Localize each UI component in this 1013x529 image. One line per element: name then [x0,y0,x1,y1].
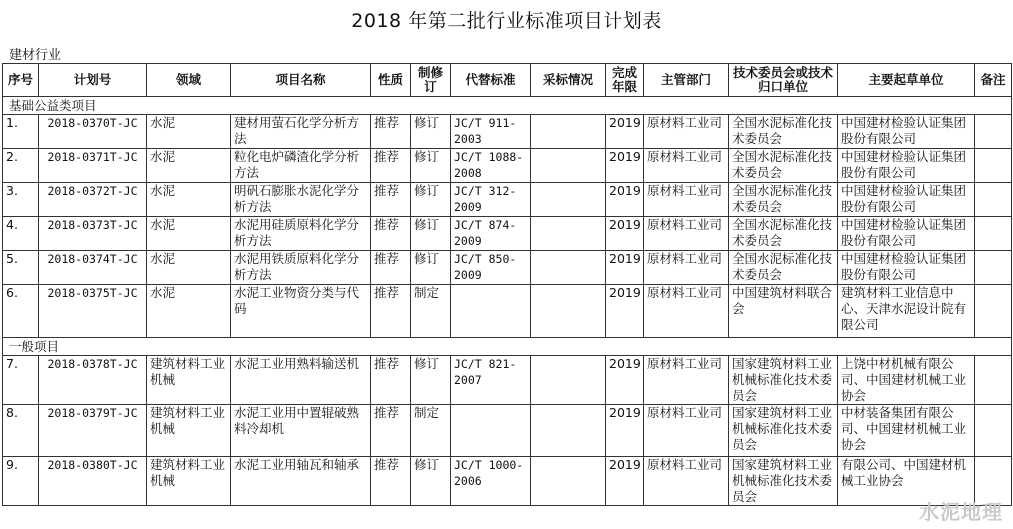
table-row [3,115,1012,149]
cell-no: 5. [3,251,39,285]
cell-type: 修订 [411,457,451,506]
cell-drafter: 中材装备集团有限公司、中国建材机械工业协会 [838,405,975,457]
header-cell: 序号 [3,64,39,97]
cell-year: 2019 [606,405,644,457]
cell-name: 水泥用硅质原料化学分析方法 [231,217,371,251]
cell-adopt [531,251,606,285]
table-row [3,356,1012,405]
cell-adopt [531,183,606,217]
cell-field: 水泥 [147,115,231,149]
header-cell: 项目名称 [231,64,371,97]
cell-name: 水泥工业物资分类与代码 [231,285,371,338]
cell-plan: 2018-0370T-JC [39,115,147,149]
cell-type: 修订 [411,149,451,183]
section-label: 一般项目 [3,338,1012,356]
header-cell: 备注 [975,64,1012,97]
cell-drafter: 中国建材检验认证集团股份有限公司 [838,217,975,251]
cell-note [975,183,1012,217]
watermark: 水泥地理 [919,500,1003,524]
table-row [3,405,1012,457]
cell-name: 水泥工业用中置辊破熟料冷却机 [231,405,371,457]
cell-type: 修订 [411,115,451,149]
cell-plan: 2018-0380T-JC [39,457,147,506]
cell-field: 建筑材料工业机械 [147,457,231,506]
cell-adopt [531,356,606,405]
cell-type: 修订 [411,251,451,285]
page-title: 2018 年第二批行业标准项目计划表 [351,10,662,32]
cell-no: 3. [3,183,39,217]
cell-drafter: 建筑材料工业信息中心、天津水泥设计院有限公司 [838,285,975,338]
cell-plan: 2018-0373T-JC [39,217,147,251]
cell-replace: JC/T 1088-2008 [451,149,531,183]
cell-committee: 国家建筑材料工业机械标准化技术委员会 [729,405,838,457]
header-cell: 计划号 [39,64,147,97]
cell-plan: 2018-0374T-JC [39,251,147,285]
cell-nature: 推荐 [371,149,411,183]
cell-no: 4. [3,217,39,251]
cell-replace: JC/T 911-2003 [451,115,531,149]
cell-note [975,217,1012,251]
cell-committee: 国家建筑材料工业机械标准化技术委员会 [729,457,838,506]
cell-plan: 2018-0379T-JC [39,405,147,457]
cell-nature: 推荐 [371,356,411,405]
cell-nature: 推荐 [371,115,411,149]
cell-nature: 推荐 [371,183,411,217]
section-label: 基础公益类项目 [3,97,1012,115]
cell-dept: 原材料工业司 [644,115,729,149]
cell-field: 建筑材料工业机械 [147,356,231,405]
cell-adopt [531,217,606,251]
cell-no: 2. [3,149,39,183]
cell-name: 建材用萤石化学分析方法 [231,115,371,149]
cell-replace: JC/T 850-2009 [451,251,531,285]
cell-nature: 推荐 [371,285,411,338]
cell-year: 2019 [606,217,644,251]
table-row [3,183,1012,217]
cell-field: 水泥 [147,251,231,285]
cell-no: 8. [3,405,39,457]
cell-year: 2019 [606,149,644,183]
cell-plan: 2018-0375T-JC [39,285,147,338]
cell-committee: 全国水泥标准化技术委员会 [729,251,838,285]
cell-no: 9. [3,457,39,506]
cell-committee: 全国水泥标准化技术委员会 [729,115,838,149]
header-cell: 完成年限 [606,64,644,97]
cell-nature: 推荐 [371,405,411,457]
cell-committee: 全国水泥标准化技术委员会 [729,149,838,183]
cell-field: 水泥 [147,217,231,251]
cell-field: 水泥 [147,285,231,338]
table-row [3,149,1012,183]
header-row [3,64,1012,97]
cell-replace [451,405,531,457]
cell-no: 7. [3,356,39,405]
cell-year: 2019 [606,183,644,217]
header-cell: 主要起草单位 [838,64,975,97]
cell-drafter: 中国建材检验认证集团股份有限公司 [838,149,975,183]
cell-dept: 原材料工业司 [644,457,729,506]
cell-year: 2019 [606,356,644,405]
cell-dept: 原材料工业司 [644,356,729,405]
cell-note [975,356,1012,405]
cell-adopt [531,149,606,183]
cell-drafter: 中国建材检验认证集团股份有限公司 [838,183,975,217]
cell-type: 制定 [411,285,451,338]
cell-note [975,149,1012,183]
cell-committee: 中国建筑材料联合会 [729,285,838,338]
cell-type: 修订 [411,356,451,405]
header-cell: 制修订 [411,64,451,97]
cell-replace: JC/T 1000-2006 [451,457,531,506]
header-cell: 主管部门 [644,64,729,97]
cell-field: 水泥 [147,149,231,183]
cell-nature: 推荐 [371,217,411,251]
cell-committee: 全国水泥标准化技术委员会 [729,183,838,217]
cell-dept: 原材料工业司 [644,405,729,457]
cell-plan: 2018-0372T-JC [39,183,147,217]
cell-name: 水泥工业用熟料输送机 [231,356,371,405]
cell-dept: 原材料工业司 [644,251,729,285]
cell-note [975,405,1012,457]
cell-adopt [531,115,606,149]
header-cell: 领域 [147,64,231,97]
cell-replace: JC/T 312-2009 [451,183,531,217]
cell-replace: JC/T 821-2007 [451,356,531,405]
cell-name: 明矾石膨胀水泥化学分析方法 [231,183,371,217]
cell-drafter: 上饶中材机械有限公司、中国建材机械工业协会 [838,356,975,405]
cell-dept: 原材料工业司 [644,285,729,338]
cell-adopt [531,285,606,338]
cell-year: 2019 [606,457,644,506]
header-cell: 性质 [371,64,411,97]
header-cell: 代替标准 [451,64,531,97]
cell-nature: 推荐 [371,251,411,285]
cell-type: 制定 [411,405,451,457]
section-row [3,338,1012,356]
cell-name: 水泥用铁质原料化学分析方法 [231,251,371,285]
cell-name: 粒化电炉磷渣化学分析方法 [231,149,371,183]
cell-dept: 原材料工业司 [644,149,729,183]
cell-replace: JC/T 874-2009 [451,217,531,251]
industry-label: 建材行业 [9,48,62,63]
table-row [3,251,1012,285]
cell-type: 修订 [411,217,451,251]
table-row [3,457,1012,506]
cell-committee: 全国水泥标准化技术委员会 [729,217,838,251]
cell-year: 2019 [606,285,644,338]
cell-type: 修订 [411,183,451,217]
cell-adopt [531,457,606,506]
section-row [3,97,1012,115]
cell-no: 1. [3,115,39,149]
cell-dept: 原材料工业司 [644,217,729,251]
cell-adopt [531,405,606,457]
cell-year: 2019 [606,115,644,149]
cell-drafter: 中国建材检验认证集团股份有限公司 [838,115,975,149]
standards-table [2,63,1012,506]
table-row [3,217,1012,251]
cell-plan: 2018-0378T-JC [39,356,147,405]
cell-drafter: 中国建材检验认证集团股份有限公司 [838,251,975,285]
cell-note [975,251,1012,285]
cell-committee: 国家建筑材料工业机械标准化技术委员会 [729,356,838,405]
cell-note [975,285,1012,338]
cell-replace [451,285,531,338]
table-row [3,285,1012,338]
cell-dept: 原材料工业司 [644,183,729,217]
cell-drafter: 有限公司、中国建材机械工业协会 [838,457,975,506]
cell-field: 水泥 [147,183,231,217]
cell-name: 水泥工业用轴瓦和轴承 [231,457,371,506]
cell-year: 2019 [606,251,644,285]
header-cell: 采标情况 [531,64,606,97]
cell-plan: 2018-0371T-JC [39,149,147,183]
cell-note [975,115,1012,149]
cell-no: 6. [3,285,39,338]
cell-nature: 推荐 [371,457,411,506]
header-cell: 技术委员会或技术归口单位 [729,64,838,97]
cell-field: 建筑材料工业机械 [147,405,231,457]
